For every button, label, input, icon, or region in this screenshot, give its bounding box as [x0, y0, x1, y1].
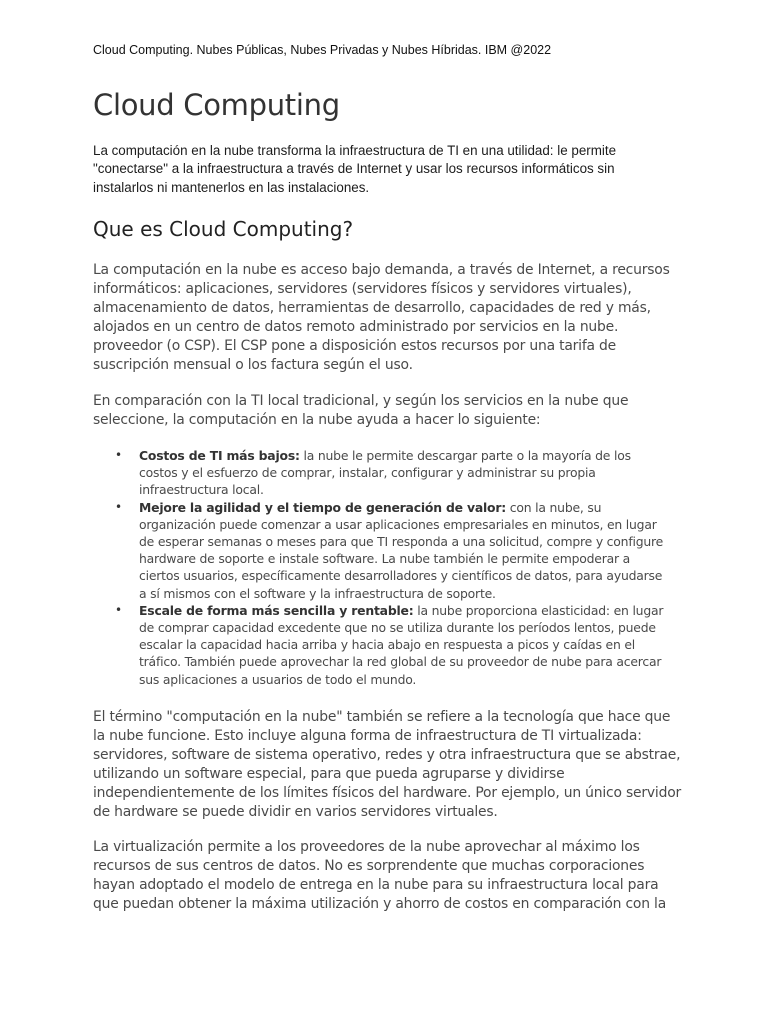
paragraph-definition: La computación en la nube es acceso bajo demanda, a través de Internet, a recursos informáticos: aplicaciones, servidores (servidores físicos y servidores virtuales), almacenamiento de datos, herramientas de desarrollo, capacidades de red y más, alojados en un centro de datos remoto administrado por servicios en la nube. proveedor (o CSP). El CSP pone a disposición estos recursos por una tarifa de suscripción mensual o los factura según el uso.	[93, 262, 670, 373]
paragraph-virtualization: La virtualización permite a los proveedores de la nube aprovechar al máximo los recursos de sus centros de datos. No es sorprendente que muchas corporaciones hayan adoptado el modelo de entrega en la nube para su infraestructura local para que puedan obtener la máxima utilización y ahorro de costos en comparación con la	[93, 839, 667, 912]
list-item	[93, 499, 673, 602]
paragraph-technology: El término "computación en la nube" también se refiere a la tecnología que hace que la nube funcione. Esto incluye alguna forma de infraestructura de TI virtualizada: servidores, software de sistema operativo, redes y otra infraestructura que se abstrae, utilizando un software especial, para que pueda agruparse y dividirse independientemente de los límites físicos del hardware. Por ejemplo, un único servidor de hardware se puede dividir en varios servidores virtuales.	[93, 709, 682, 820]
paragraph-comparison: En comparación con la TI local tradicional, y según los servicios en la nube que seleccione, la computación en la nube ayuda a hacer lo siguiente:	[93, 393, 629, 428]
intro-paragraph: La computación en la nube transforma la infraestructura de TI en una utilidad: le permite "conectarse" a la infraestructura a través de Internet y usar los recursos informáticos sin instalarlos ni mantenerlos en las instalaciones.	[93, 143, 617, 195]
bullet-lead: Costos de TI más bajos:	[139, 448, 300, 463]
bullet-marker: •	[115, 499, 122, 514]
page-title: Cloud Computing	[93, 88, 340, 122]
list-item	[93, 447, 673, 499]
benefits-list	[93, 447, 673, 688]
bullet-lead: Escale de forma más sencilla y rentable:	[139, 602, 414, 618]
list-item	[93, 602, 673, 688]
running-header: Cloud Computing. Nubes Públicas, Nubes Privadas y Nubes Híbridas. IBM @2022	[93, 43, 552, 57]
bullet-text: la nube proporciona elasticidad: en lugar de comprar capacidad excedente que no se utiliza durante los períodos lentos, puede escalar la capacidad hacia arriba y hacia abajo en respuesta a picos y caídas en el tráfico. También puede aprovechar la red global de su proveedor de nube para acercar sus aplicaciones a usuarios de todo el mundo.	[139, 602, 664, 687]
bullet-lead: Mejore la agilidad y el tiempo de generación de valor:	[139, 499, 507, 515]
bullet-text: la nube le permite descargar parte o la mayoría de los costos y el esfuerzo de comprar, instalar, configurar y administrar su propia infraestructura local.	[139, 448, 631, 498]
bullet-text: con la nube, su organización puede comenzar a usar aplicaciones empresariales en minutos, en lugar de esperar semanas o meses para que TI responda a una solicitud, compre y configure hardware de soporte e instale software. La nube también le permite empoderar a ciertos usuarios, específicamente desarrolladores y científicos de datos, para ayudarse a sí mismos con el software y la infraestructura de soporte.	[139, 499, 664, 601]
bullet-marker: •	[115, 448, 122, 462]
section-heading: Que es Cloud Computing?	[93, 217, 354, 241]
bullet-marker: •	[115, 602, 122, 617]
